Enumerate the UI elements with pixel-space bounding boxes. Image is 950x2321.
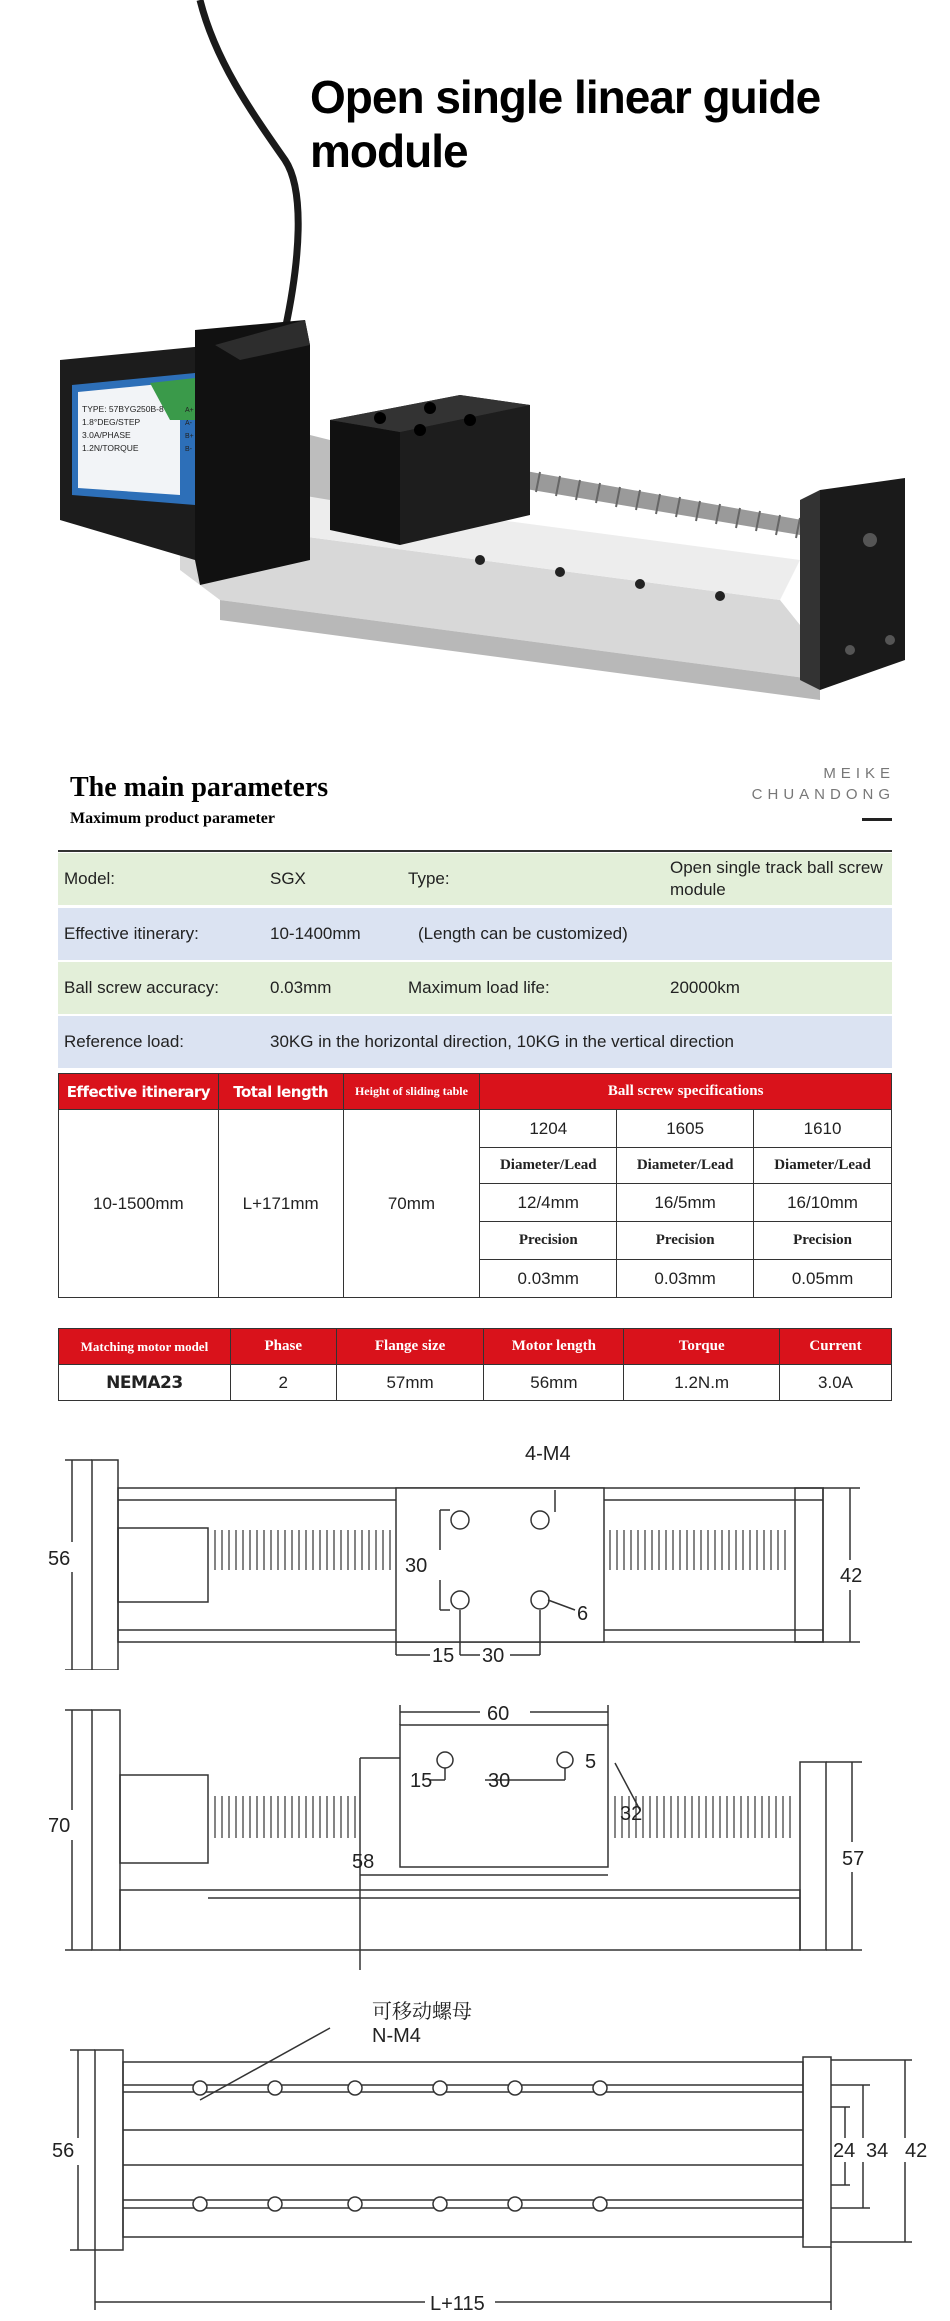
motor-label-line4: 1.2N/TORQUE xyxy=(82,443,139,453)
motor-label-line1: TYPE: 57BYG250B-8 xyxy=(82,404,164,414)
d2-left: 70 xyxy=(48,1815,71,1837)
spec-row-ref-load xyxy=(58,1016,892,1068)
ref-load-label: Reference load: xyxy=(64,1032,185,1051)
accuracy-value: 0.03mm xyxy=(270,978,332,997)
spec-row-model xyxy=(58,853,892,905)
type-label: Type: xyxy=(408,869,450,888)
th-flange: Flange size xyxy=(336,1329,484,1365)
td-height: 70mm xyxy=(343,1110,480,1298)
th-phase: Phase xyxy=(230,1329,336,1365)
d3-r3: 42 xyxy=(905,2140,928,2162)
d2-r: 32 xyxy=(620,1803,643,1825)
params-title: The main parameters xyxy=(70,772,329,803)
th-torque: Torque xyxy=(624,1329,780,1365)
type-value: Open single track ball screw module xyxy=(670,858,883,899)
drawing-top-view xyxy=(0,1430,950,1670)
itinerary-value: 10-1400mm xyxy=(270,924,361,943)
d2-h2: 30 xyxy=(488,1770,511,1792)
d3-bottom: L+115 xyxy=(430,2293,485,2315)
motor-label-line3: 3.0A/PHASE xyxy=(82,430,131,440)
itinerary-label: Effective itinerary: xyxy=(64,924,199,943)
th-total-length: Total length xyxy=(218,1074,343,1110)
model-value: SGX xyxy=(270,869,306,888)
td-phase: 2 xyxy=(230,1365,336,1401)
td-flange: 57mm xyxy=(336,1365,484,1401)
d2-right: 57 xyxy=(842,1848,865,1870)
d1-d: 6 xyxy=(577,1603,589,1625)
accuracy-label: Ball screw accuracy: xyxy=(64,978,219,997)
th-height: Height of sliding table xyxy=(343,1074,480,1110)
td-precision-header-2: Precision xyxy=(617,1222,754,1260)
drawing-bottom-view xyxy=(0,1980,950,2321)
td-itinerary: 10-1500mm xyxy=(59,1110,219,1298)
d2-depth: 58 xyxy=(352,1851,375,1873)
td-motor-length: 56mm xyxy=(484,1365,624,1401)
ref-load-value: 30KG in the horizontal direction, 10KG in the vertical direction xyxy=(270,1032,734,1051)
td-total-length: L+171mm xyxy=(218,1110,343,1298)
wire-label-a-minus: A- xyxy=(185,420,192,427)
th-ball-screw: Ball screw specifications xyxy=(480,1074,892,1110)
brand-underline xyxy=(862,818,892,821)
d3-r1: 24 xyxy=(833,2140,856,2162)
td-lead-header-2: Diameter/Lead xyxy=(617,1148,754,1184)
td-current: 3.0A xyxy=(780,1365,892,1401)
td-precision-2: 0.03mm xyxy=(617,1260,754,1298)
td-precision-1: 0.03mm xyxy=(480,1260,617,1298)
d3-nut: N-M4 xyxy=(372,2025,421,2047)
load-life-value: 20000km xyxy=(670,978,740,997)
motor-label-line2: 1.8°DEG/STEP xyxy=(82,417,141,427)
d2-h1: 15 xyxy=(410,1770,433,1792)
spec-row-itinerary xyxy=(58,908,892,960)
d1-holes: 4-M4 xyxy=(525,1443,571,1465)
td-model-1605: 1605 xyxy=(617,1110,754,1148)
model-label: Model: xyxy=(64,869,116,888)
wire-label-b-minus: B- xyxy=(185,446,192,453)
wire-label-b-plus: B+ xyxy=(185,433,194,440)
th-motor-model: Matching motor model xyxy=(59,1329,231,1365)
td-torque: 1.2N.m xyxy=(624,1365,780,1401)
d2-top: 60 xyxy=(487,1703,510,1725)
drawing-side-view xyxy=(0,1680,950,1970)
d1-h2: 30 xyxy=(482,1645,505,1667)
td-lead-2: 16/5mm xyxy=(617,1184,754,1222)
load-life-label: Maximum load life: xyxy=(408,978,550,997)
td-lead-header-3: Diameter/Lead xyxy=(754,1148,892,1184)
wire-label-a-plus: A+ xyxy=(185,407,194,414)
d1-h1: 15 xyxy=(432,1645,455,1667)
th-current: Current xyxy=(780,1329,892,1365)
d1-left: 56 xyxy=(48,1548,71,1570)
td-lead-1: 12/4mm xyxy=(480,1184,617,1222)
brand-line1: MEIKE xyxy=(823,765,895,782)
itinerary-note: (Length can be customized) xyxy=(418,924,628,943)
d3-nut-cn: 可移动螺母 xyxy=(372,1999,472,2023)
th-motor-length: Motor length xyxy=(484,1329,624,1365)
spec-row-accuracy xyxy=(58,962,892,1014)
params-subtitle: Maximum product parameter xyxy=(70,810,275,827)
td-model-1610: 1610 xyxy=(754,1110,892,1148)
d1-right: 42 xyxy=(840,1565,863,1587)
td-lead-3: 16/10mm xyxy=(754,1184,892,1222)
d1-v: 30 xyxy=(405,1555,428,1577)
td-precision-header-3: Precision xyxy=(754,1222,892,1260)
td-precision-header-1: Precision xyxy=(480,1222,617,1260)
d3-left: 56 xyxy=(52,2140,75,2162)
th-itinerary: Effective itinerary xyxy=(59,1074,219,1110)
d3-r2: 34 xyxy=(866,2140,889,2162)
brand-line2: CHUANDONG xyxy=(751,786,895,803)
td-model-1204: 1204 xyxy=(480,1110,617,1148)
td-motor-model: NEMA23 xyxy=(59,1365,231,1401)
spec-table xyxy=(58,1073,892,1298)
motor-table xyxy=(58,1328,892,1401)
top-rule xyxy=(58,850,892,852)
td-precision-3: 0.05mm xyxy=(754,1260,892,1298)
d2-d: 5 xyxy=(585,1751,597,1773)
td-lead-header-1: Diameter/Lead xyxy=(480,1148,617,1184)
page-title: Open single linear guide module xyxy=(310,71,821,177)
